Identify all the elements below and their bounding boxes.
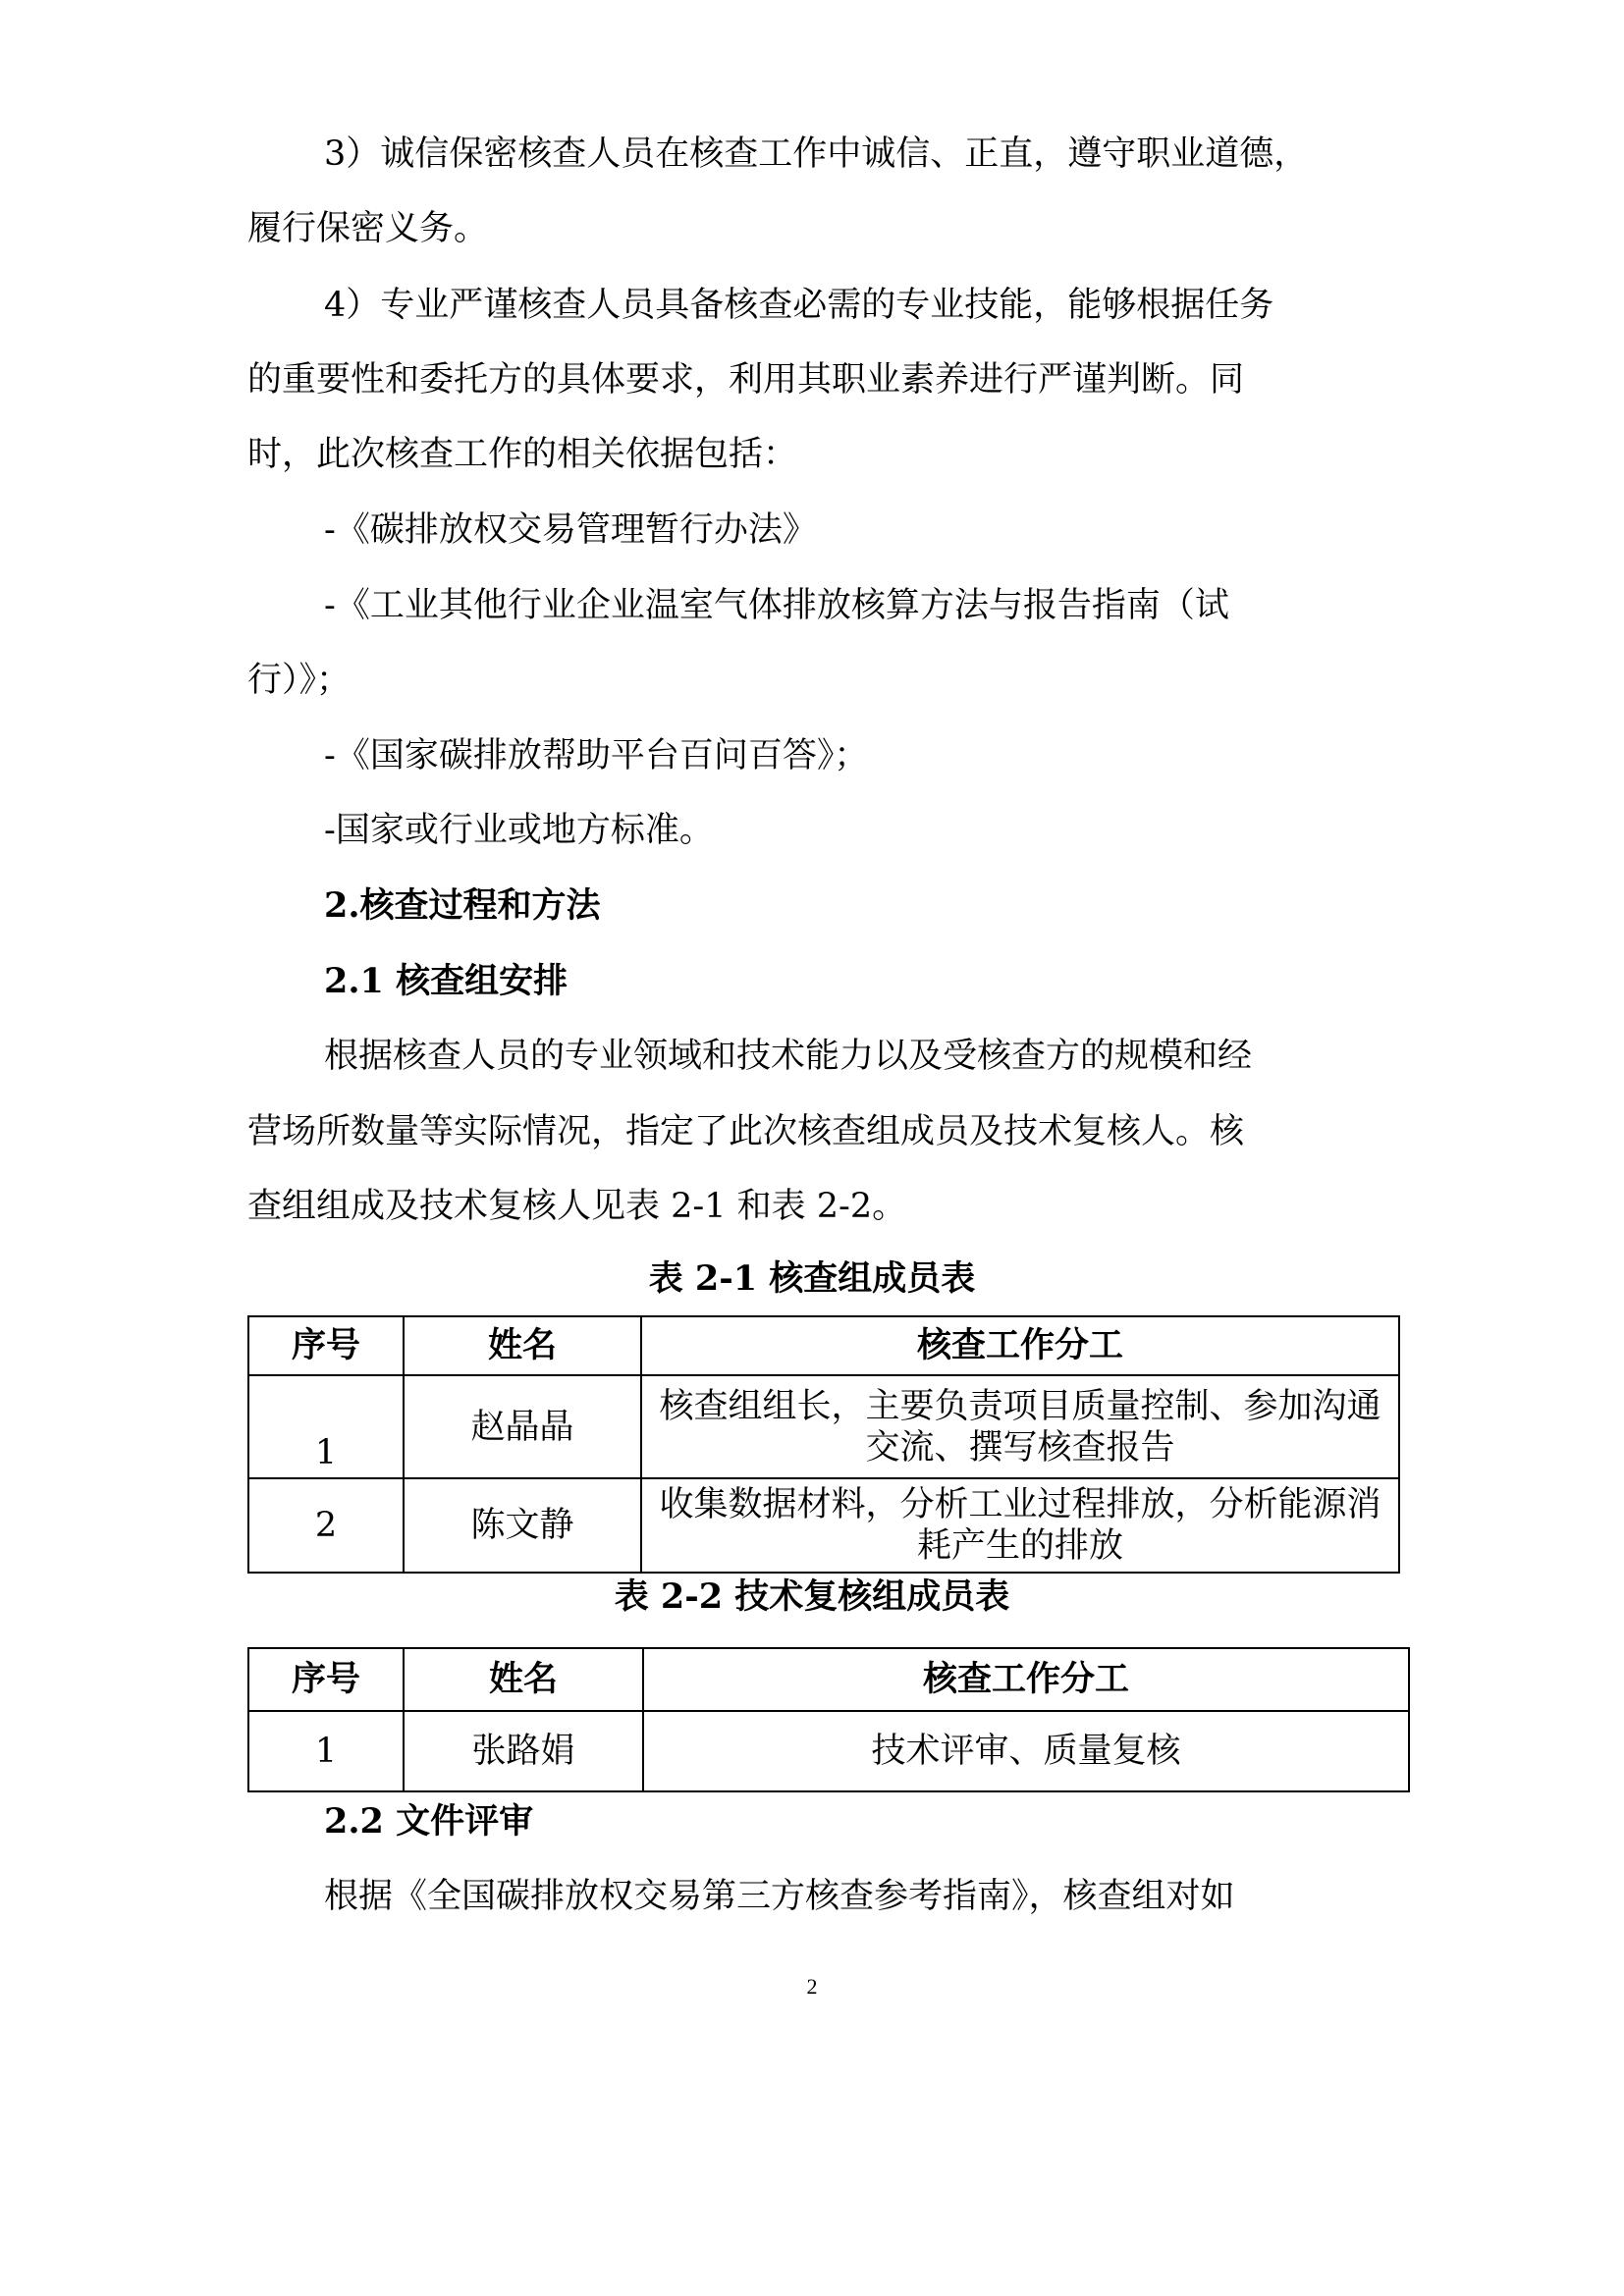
paragraph-line: 3）诚信保密核查人员在核查工作中诚信、正直，遵守职业道德， — [324, 134, 1309, 174]
paragraph-line: 履行保密义务。 — [247, 209, 489, 248]
table-caption: 表 2-1 核查组成员表 — [648, 1258, 976, 1299]
reference-item: -《国家碳排放帮助平台百问百答》； — [324, 736, 869, 775]
table-caption: 表 2-2 技术复核组成员表 — [614, 1576, 1010, 1617]
column-header: 姓名 — [404, 1648, 643, 1711]
member-name: 陈文静 — [404, 1478, 641, 1573]
paragraph-line: 查组组成及技术复核人见表 2-1 和表 2-2。 — [247, 1187, 907, 1226]
column-header: 序号 — [248, 1648, 404, 1711]
team-members-table — [247, 1315, 1400, 1574]
row-number: 1 — [248, 1375, 404, 1478]
member-duty: 收集数据材料，分析工业过程排放，分析能源消耗产生的排放 — [641, 1478, 1399, 1573]
table-header-row — [248, 1648, 1409, 1711]
paragraph-line: 根据《全国碳排放权交易第三方核查参考指南》，核查组对如 — [324, 1877, 1235, 1916]
row-number: 2 — [248, 1478, 404, 1573]
reference-item: -《工业其他行业企业温室气体排放核算方法与报告指南（试 — [324, 586, 1229, 625]
subsection-heading: 2.2 文件评审 — [324, 1801, 534, 1842]
member-duty: 核查组组长，主要负责项目质量控制、参加沟通交流、撰写核查报告 — [641, 1375, 1399, 1478]
reference-item: -国家或行业或地方标准。 — [324, 811, 714, 850]
paragraph-line: 的重要性和委托方的具体要求，利用其职业素养进行严谨判断。同 — [247, 360, 1245, 400]
paragraph-line: 时，此次核查工作的相关依据包括： — [247, 435, 798, 474]
subsection-heading: 2.1 核查组安排 — [324, 961, 568, 1001]
table-row — [248, 1711, 1409, 1791]
section-heading: 2.核查过程和方法 — [324, 885, 601, 926]
paragraph-line: 4）专业严谨核查人员具备核查必需的专业技能，能够根据任务 — [324, 286, 1274, 325]
member-name: 赵晶晶 — [404, 1375, 641, 1478]
reference-item: -《碳排放权交易管理暂行办法》 — [324, 510, 817, 550]
paragraph-line: 营场所数量等实际情况，指定了此次核查组成员及技术复核人。核 — [247, 1112, 1245, 1151]
row-number: 1 — [248, 1711, 404, 1791]
column-header: 核查工作分工 — [641, 1316, 1399, 1375]
paragraph-line: 根据核查人员的专业领域和技术能力以及受核查方的规模和经 — [324, 1037, 1253, 1076]
table-header-row — [248, 1316, 1399, 1375]
reference-item: 行）》； — [247, 661, 352, 700]
member-name: 张路娟 — [404, 1711, 643, 1791]
technical-review-table — [247, 1647, 1410, 1792]
page-number: 2 — [806, 1974, 818, 1999]
column-header: 姓名 — [404, 1316, 641, 1375]
column-header: 核查工作分工 — [643, 1648, 1409, 1711]
member-duty: 技术评审、质量复核 — [643, 1711, 1409, 1791]
table-row — [248, 1478, 1399, 1573]
column-header: 序号 — [248, 1316, 404, 1375]
table-row — [248, 1375, 1399, 1478]
